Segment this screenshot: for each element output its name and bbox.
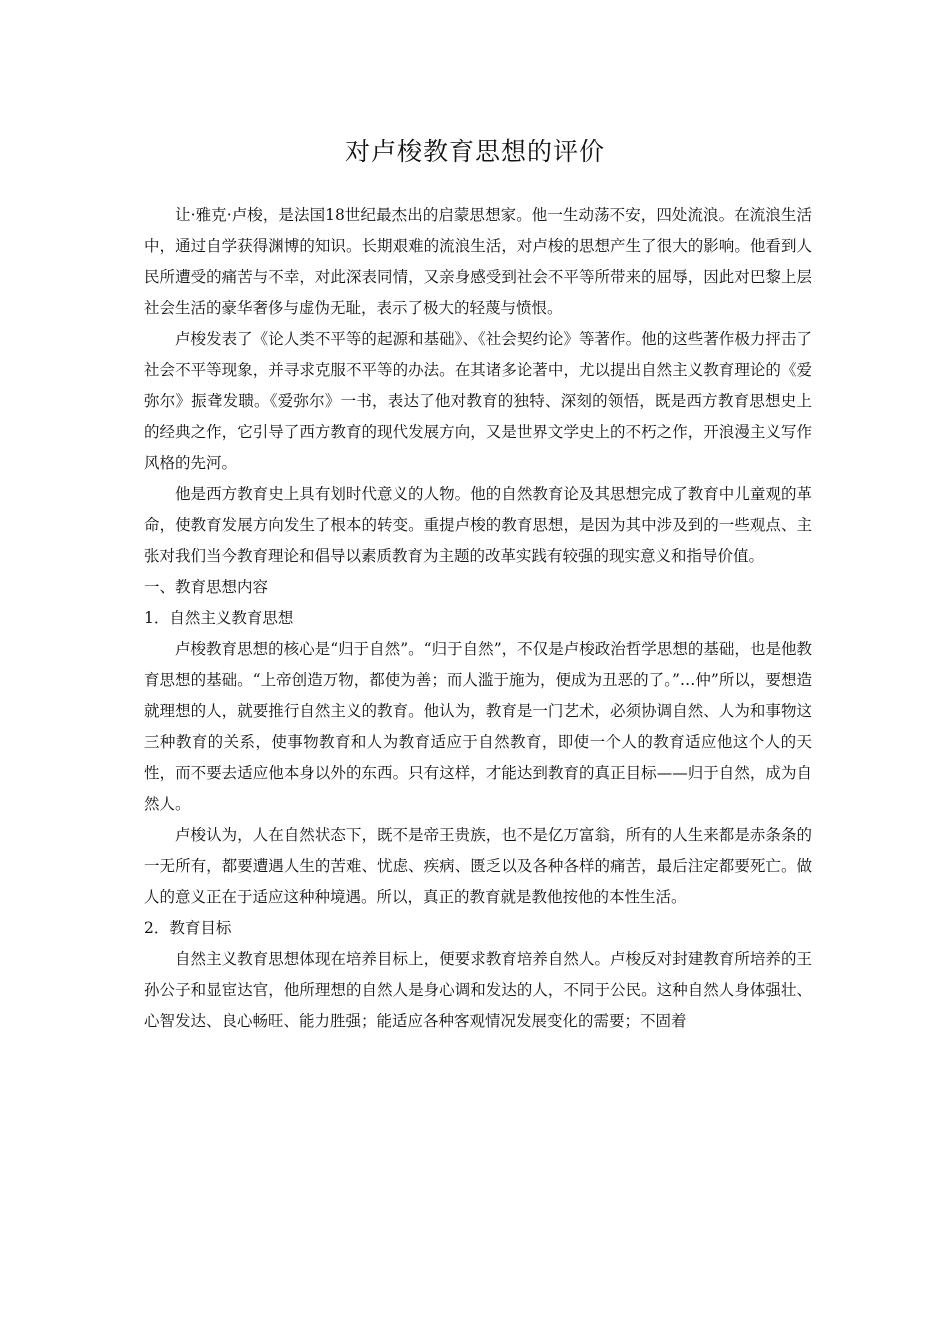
paragraph-works: 卢梭发表了《论人类不平等的起源和基础》、《社会契约论》等著作。他的这些著作极力抨击了社会不平等现象，并寻求克服不平等的办法。在其诸多论著中，尤以提出自然主义教育理论的《爱弥尔》振聋发聩。《爱弥尔》一书，表达了他对教育的独特、深刻的领悟，既是西方教育思想史上的经典之作，它引导了西方教育的现代发展方向，又是世界文学史上的不朽之作，开浪漫主义写作风格的先河。 [144, 330, 812, 472]
paragraph-natural-state: 卢梭认为，人在自然状态下，既不是帝王贵族，也不是亿万富翁，所有的人生来都是赤条条的一无所有，都要遭遇人生的苦难、忧虑、疾病、匮乏以及各种各样的痛苦，最后注定都要死亡。做人的意义正在于适应这种种境遇。所以，真正的教育就是教他按他的本性生活。 [144, 826, 812, 906]
paragraph-intro: 让·雅克·卢梭，是法国18世纪最杰出的启蒙思想家。他一生动荡不安，四处流浪。在流浪生活中，通过自学获得渊博的知识。长期艰难的流浪生活，对卢梭的思想产生了很大的影响。他看到人民所遭受的痛苦与不幸，对此深表同情，又亲身感受到社会不平等所带来的屈辱，因此对巴黎上层社会生活的豪华奢侈与虚伪无耻，表示了极大的轻蔑与愤恨。 [144, 206, 812, 317]
section-heading-content: 一、教育思想内容 [144, 578, 269, 596]
subsection-heading-naturalism: 1．自然主义教育思想 [144, 609, 294, 627]
paragraph-significance: 他是西方教育史上具有划时代意义的人物。他的自然教育论及其思想完成了教育中儿童观的革命，使教育发展方向发生了根本的转变。重提卢梭的教育思想，是因为其中涉及到的一些观点、主张对我们当今教育理论和倡导以素质教育为主题的改革实践有较强的现实意义和指导价值。 [144, 485, 812, 565]
document-body [144, 200, 812, 1037]
paragraph-goals: 自然主义教育思想体现在培养目标上，便要求教育培养自然人。卢梭反对封建教育所培养的王孙公子和显宦达官，他所理想的自然人是身心调和发达的人，不同于公民。这种自然人身体强壮、心智发达、良心畅旺、能力胜强；能适应各种客观情况发展变化的需要；不固着 [144, 950, 812, 1030]
document-title: 对卢梭教育思想的评价 [344, 137, 605, 166]
paragraph-core-idea: 卢梭教育思想的核心是“归于自然”。“归于自然”，不仅是卢梭政治哲学思想的基础，也是他教育思想的基础。“上帝创造万物，都使为善；而人滥于施为，便成为丑恶的了。”…仲”所以，要想造就理想的人，就要推行自然主义的教育。他认为，教育是一门艺术，必须协调自然、人为和事物这三种教育的关系，使事物教育和人为教育适应于自然教育，即使一个人的教育适应他这个人的天性，而不要去适应他本身以外的东西。只有这样，才能达到教育的真正目标——归于自然，成为自然人。 [144, 640, 812, 813]
subsection-heading-goals: 2．教育目标 [144, 919, 232, 937]
